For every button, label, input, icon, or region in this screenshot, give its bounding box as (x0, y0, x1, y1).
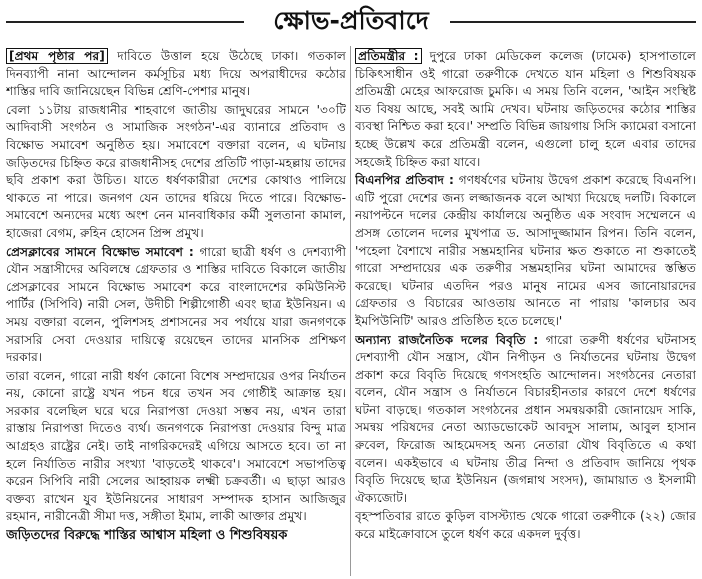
paragraph-text: দাবিতে উত্তাল হয়ে উঠেছে ঢাকা। গতকাল দিনব্যাপী নানা আন্দোলন কর্মসূচির মধ্য দিয়ে অপরাধীদের কঠোর শাস্তির দাবি জানিয়েছেন বিভিন্ন শ্রেণি-পেশার মানুষ। (6, 49, 346, 99)
article-paragraph (6, 102, 346, 243)
paragraph-text: দুপুরে ঢাকা মেডিকেল কলেজ (ঢামেক) হাসপাতালে চিকিৎসাধীন ওই গারো তরুণীকে দেখতে যান মহিলা ও শিশুবিষয়ক প্রতিমন্ত্রী মেহের আফরোজ চুমকি। এ সময় তিনি বলেন, 'আইন সংস্থিষ্ট যত বিষয় আছে, সবই আমি দেখব। ঘটনায় জড়িতদের কঠোর শাস্তির ব্যবস্থা নিশ্চিত করা হবে।' সম্প্রতি বিভিন্ন জায়গায় সিসি ক্যামেরা বসানো হচ্ছে উল্লেখ করে প্রতিমন্ত্রী বলেন, এগুলো চালু হলে এবার তাদের সহজেই চিহ্নিত করা যাবে। (355, 49, 696, 169)
column-divider (350, 46, 351, 576)
article-paragraph (355, 172, 696, 330)
paragraph-kicker: [প্রথম পৃষ্ঠার পর] (6, 48, 108, 64)
article-paragraph (6, 48, 346, 101)
paragraph-text: বেলা ১১টায় রাজধানীর শাহবাগে জাতীয় জাদুঘরের সামনে '৩০টি আদিবাসী সংগঠন ও সামাজিক সংগঠন'-এর ব্যানারে প্রতিবাদ ও বিক্ষোভ সমাবেশ অনুষ্ঠিত হয়। সমাবেশে বক্তারা বলেন, এ ঘটনায় জড়িতদের চিহ্নিত করে রাজধানীসহ দেশের প্রতিটি পাড়া-মহল্লায় তাদের ছবি প্রকাশ করা উচিত। যাতে ধর্ষণকারীরা দেশের কোথাও পালিয়ে থাকতে না পারে। জনগণ যেন তাদের ধরিয়ে দিতে পারে। বিক্ষোভ-সমাবেশে অন্যদের মধ্যে অংশ নেন মানবাধিকার কর্মী সুলতানা কামাল, হাজেরা বেগম, রুহিন হোসেন প্রিন্স প্রমুখ। (6, 102, 346, 240)
section-header (0, 4, 702, 38)
article-paragraph (355, 332, 696, 508)
section-title: ক্ষোভ-প্রতিবাদে (273, 6, 429, 35)
paragraph-kicker: প্রেসক্লাবের সামনে বিক্ষোভ সমাবেশ : (6, 244, 194, 259)
article-paragraph (355, 48, 696, 171)
paragraph-text: গারো তরুণী ধর্ষণের ঘটনাসহ দেশব্যাপী যৌন সন্ত্রাস, যৌন নিপীড়ন ও নির্যাতনের ঘটনায় উদ্বেগ প্রকাশ করে বিবৃতি দিয়েছে গণসংহতি আন্দোলন। সংগঠনের নেতারা বলেন, যৌন সন্ত্রাস ও নির্যাতনে বিচারহীনতার কারণে দেশে ধর্ষণের ঘটনা বাড়ছে। গতকাল সংগঠনের প্রধান সমন্বয়কারী জোনায়েদ সাকি, সমন্বয় পরিষদের নেতা অ্যাডভোকেট আবদুস সালাম, আবুল হাসান রুবেল, ফিরোজ আহমেদসহ অন্য নেতারা যৌথ বিবৃতিতে এ কথা বলেন। একইভাবে এ ঘটনায় তীব্র নিন্দা ও প্রতিবাদ জানিয়ে পৃথক বিবৃতি দিয়েছে ছাত্র ইউনিয়ন (জগন্নাথ সংসদ), জামায়াত ও ইসলামী ঐক্যজোট। (355, 332, 696, 505)
article-paragraph (6, 527, 346, 545)
paragraph-text: গণধর্ষণের ঘটনায় উদ্বেগ প্রকাশ করেছে বিএনপি। এটি পুরো দেশের জন্য লজ্জাজনক বলে আখ্যা দিয়েছে দলটি। বিকালে নয়াপল্টনে দলের কেন্দ্রীয় কার্যালয়ে অনুষ্ঠিত এক সংবাদ সম্মেলনে এ প্রসঙ্গ তোলেন দলের মুখপাত্র ড. আসাদুজ্জামান রিপন। তিনি বলেন, 'পহেলা বৈশাখে নারীর সম্ভ্রমহানির ঘটনার ক্ষত শুকাতে না শুকাতেই গারো সম্প্রদায়ের এক তরুণীর সম্ভ্রমহানির ঘটনা আমাদের স্তম্ভিত করেছে। ঘটনার এতদিন পরও মানুষ নামের এসব জানোয়ারদের গ্রেফতার ও বিচারের আওতায় আনতে না পারায় 'কালচার অব ইমপিউনিটি' আরও প্রতিষ্ঠিত হতে চলেছে।' (355, 173, 696, 328)
article-paragraph (6, 368, 346, 526)
right-column (355, 48, 696, 576)
paragraph-text: বৃহস্পতিবার রাতে কুড়িল বাসস্ট্যান্ড থেকে গারো তরুণীকে (২২) জোর করে মাইক্রোবাসে তুলে ধর্ষণ করে একদল দুর্বৃত্ত। (355, 509, 696, 542)
paragraph-kicker: প্রতিমন্ত্রীর : (355, 48, 422, 64)
paragraph-text: তারা বলেন, গারো নারী ধর্ষণ কোনো বিশেষ সম্প্রদায়ের ওপর নির্যাতন নয়, কোনো রাষ্ট্রে যখন পচন ধরে তখন সব গোষ্ঠীই আক্রান্ত হয়। সরকার বলেছিল ঘরে ঘরে নিরাপত্তা দেওয়া সম্ভব নয়, এখন তারা রাস্তায় নিরাপত্তা দিতেও ব্যর্থ। জনগণকে নিরাপত্তা দেওয়ার বিন্দু মাত্র আগ্রহও রাষ্ট্রের নেই। তাই নাগরিকদেরই এগিয়ে আসতে হবে। তা না হলে নির্যাতিত নারীর সংখ্যা 'বাড়তেই থাকবে'। সমাবেশে সভাপতিত্ব করেন সিপিবি নারী সেলের আহ্বায়ক লক্ষ্মী চক্রবর্তী। এ ছাড়া আরও বক্তব্য রাখেন যুব ইউনিয়নের সাধারণ সম্পাদক হাসান আজিজুর রহমান, নারীনেত্রী সীমা দত্ত, সঙ্গীতা ইমাম, লাকী আক্তার প্রমুখ। (6, 368, 346, 524)
left-column (6, 48, 346, 576)
article-paragraph (355, 508, 696, 543)
article-paragraph (6, 244, 346, 367)
paragraph-kicker: বিএনপির প্রতিবাদ : (355, 173, 454, 188)
paragraph-text: জড়িতদের বিরুদ্ধে শাস্তির আশ্বাস মহিলা ও শিশুবিষয়ক (6, 528, 288, 544)
paragraph-kicker: অন্যান্য রাজনৈতিক দলের বিবৃতি : (355, 332, 539, 347)
paragraph-text: গারো ছাত্রী ধর্ষণ ও দেশব্যাপী যৌন সন্ত্রাসীদের অবিলম্বে গ্রেফতার ও শাস্তির দাবিতে বিকালে জাতীয় প্রেসক্লাবের সামনে বিক্ষোভ সমাবেশ করে বাংলাদেশের কমিউনিস্ট পার্টির (সিপিবি) নারী সেল, উদীচী শিল্পীগোষ্ঠী এবং ছাত্র ইউনিয়ন। এ সময় বক্তারা বলেন, পুলিশসহ প্রশাসনের সব পর্যায়ে যারা জনগণকে সরাসরি সেবা দেওয়ার দায়িত্বে রয়েছেন তাদের মানসিক প্রশিক্ষণ দরকার। (6, 244, 346, 365)
